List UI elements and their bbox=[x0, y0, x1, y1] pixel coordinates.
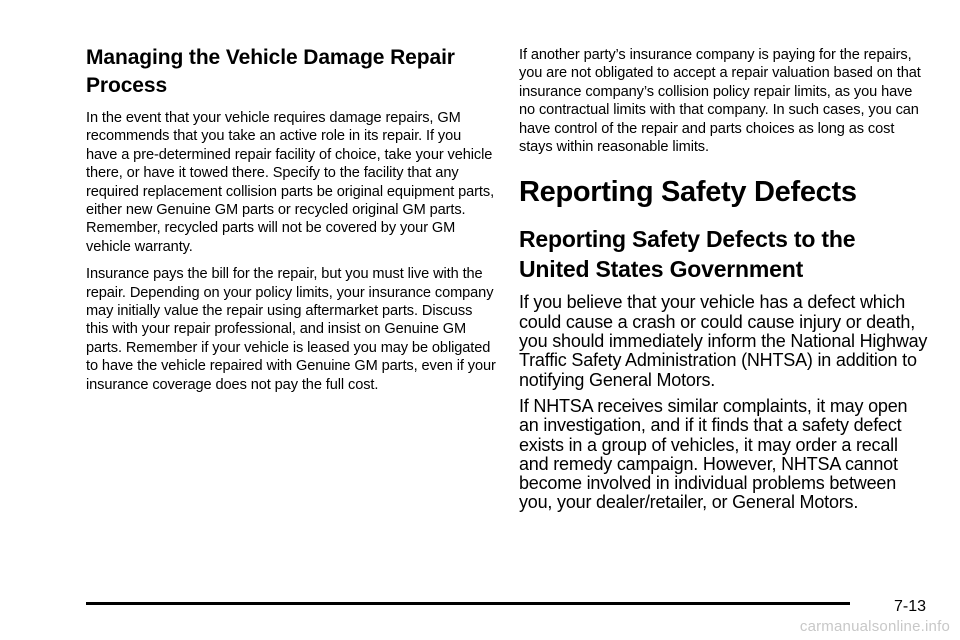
damage-repair-heading: Managing the Vehicle Damage Repair Process bbox=[86, 46, 455, 97]
safety-defects-title: Reporting Safety Defects bbox=[519, 176, 857, 209]
left-column bbox=[86, 44, 496, 403]
watermark: carmanualsonline.info bbox=[799, 618, 950, 635]
safety-defects-subtitle: Reporting Safety Defects to the United States Government bbox=[519, 226, 856, 283]
damage-repair-paragraph-2: Insurance pays the bill for the repair, but you must live with the repair. Depending on your policy limits, your insurance company may initially value the repair using aftermarket parts. Discuss this with your repair professional, and insist on Genuine GM parts. Remember if your vehicle is leased you may be obligated to have the vehicle repaired with Genuine GM parts, even if your insurance coverage does not pay the full cost. bbox=[86, 266, 496, 393]
footer-rule bbox=[86, 602, 850, 605]
safety-defects-paragraph-1: If you believe that your vehicle has a defect which could cause a crash or could cause injury or death, you should immediately inform the National Highway Traffic Safety Administration (NHTSA) in addition to notifying General Motors. bbox=[519, 292, 928, 390]
right-column bbox=[519, 46, 929, 520]
page-number: 7-13 bbox=[893, 598, 926, 615]
safety-defects-paragraph-2: If NHTSA receives similar complaints, it may open an investigation, and if it finds that a safety defect exists in a group of vehicles, it may order a recall and remedy campaign. However, NHTSA cannot become involved in individual problems between you, your dealer/retailer, or General Motors. bbox=[519, 395, 908, 513]
damage-repair-paragraph-1: In the event that your vehicle requires damage repairs, GM recommends that you take an active role in its repair. If you have a pre-determined repair facility of choice, take your vehicle there, or have it towed there. Specify to the facility that any required replacement collision parts be original equipment parts, either new Genuine GM parts or recycled original GM parts. Remember, recycled parts will not be covered by your GM vehicle warranty. bbox=[86, 110, 495, 255]
insurance-paragraph: If another party’s insurance company is paying for the repairs, you are not obligated to accept a repair valuation based on that insurance company’s collision policy repair limits, as you have no contractual limits with that company. In such cases, you can have control of the repair and parts choices as long as cost stays within reasonable limits. bbox=[519, 47, 921, 156]
